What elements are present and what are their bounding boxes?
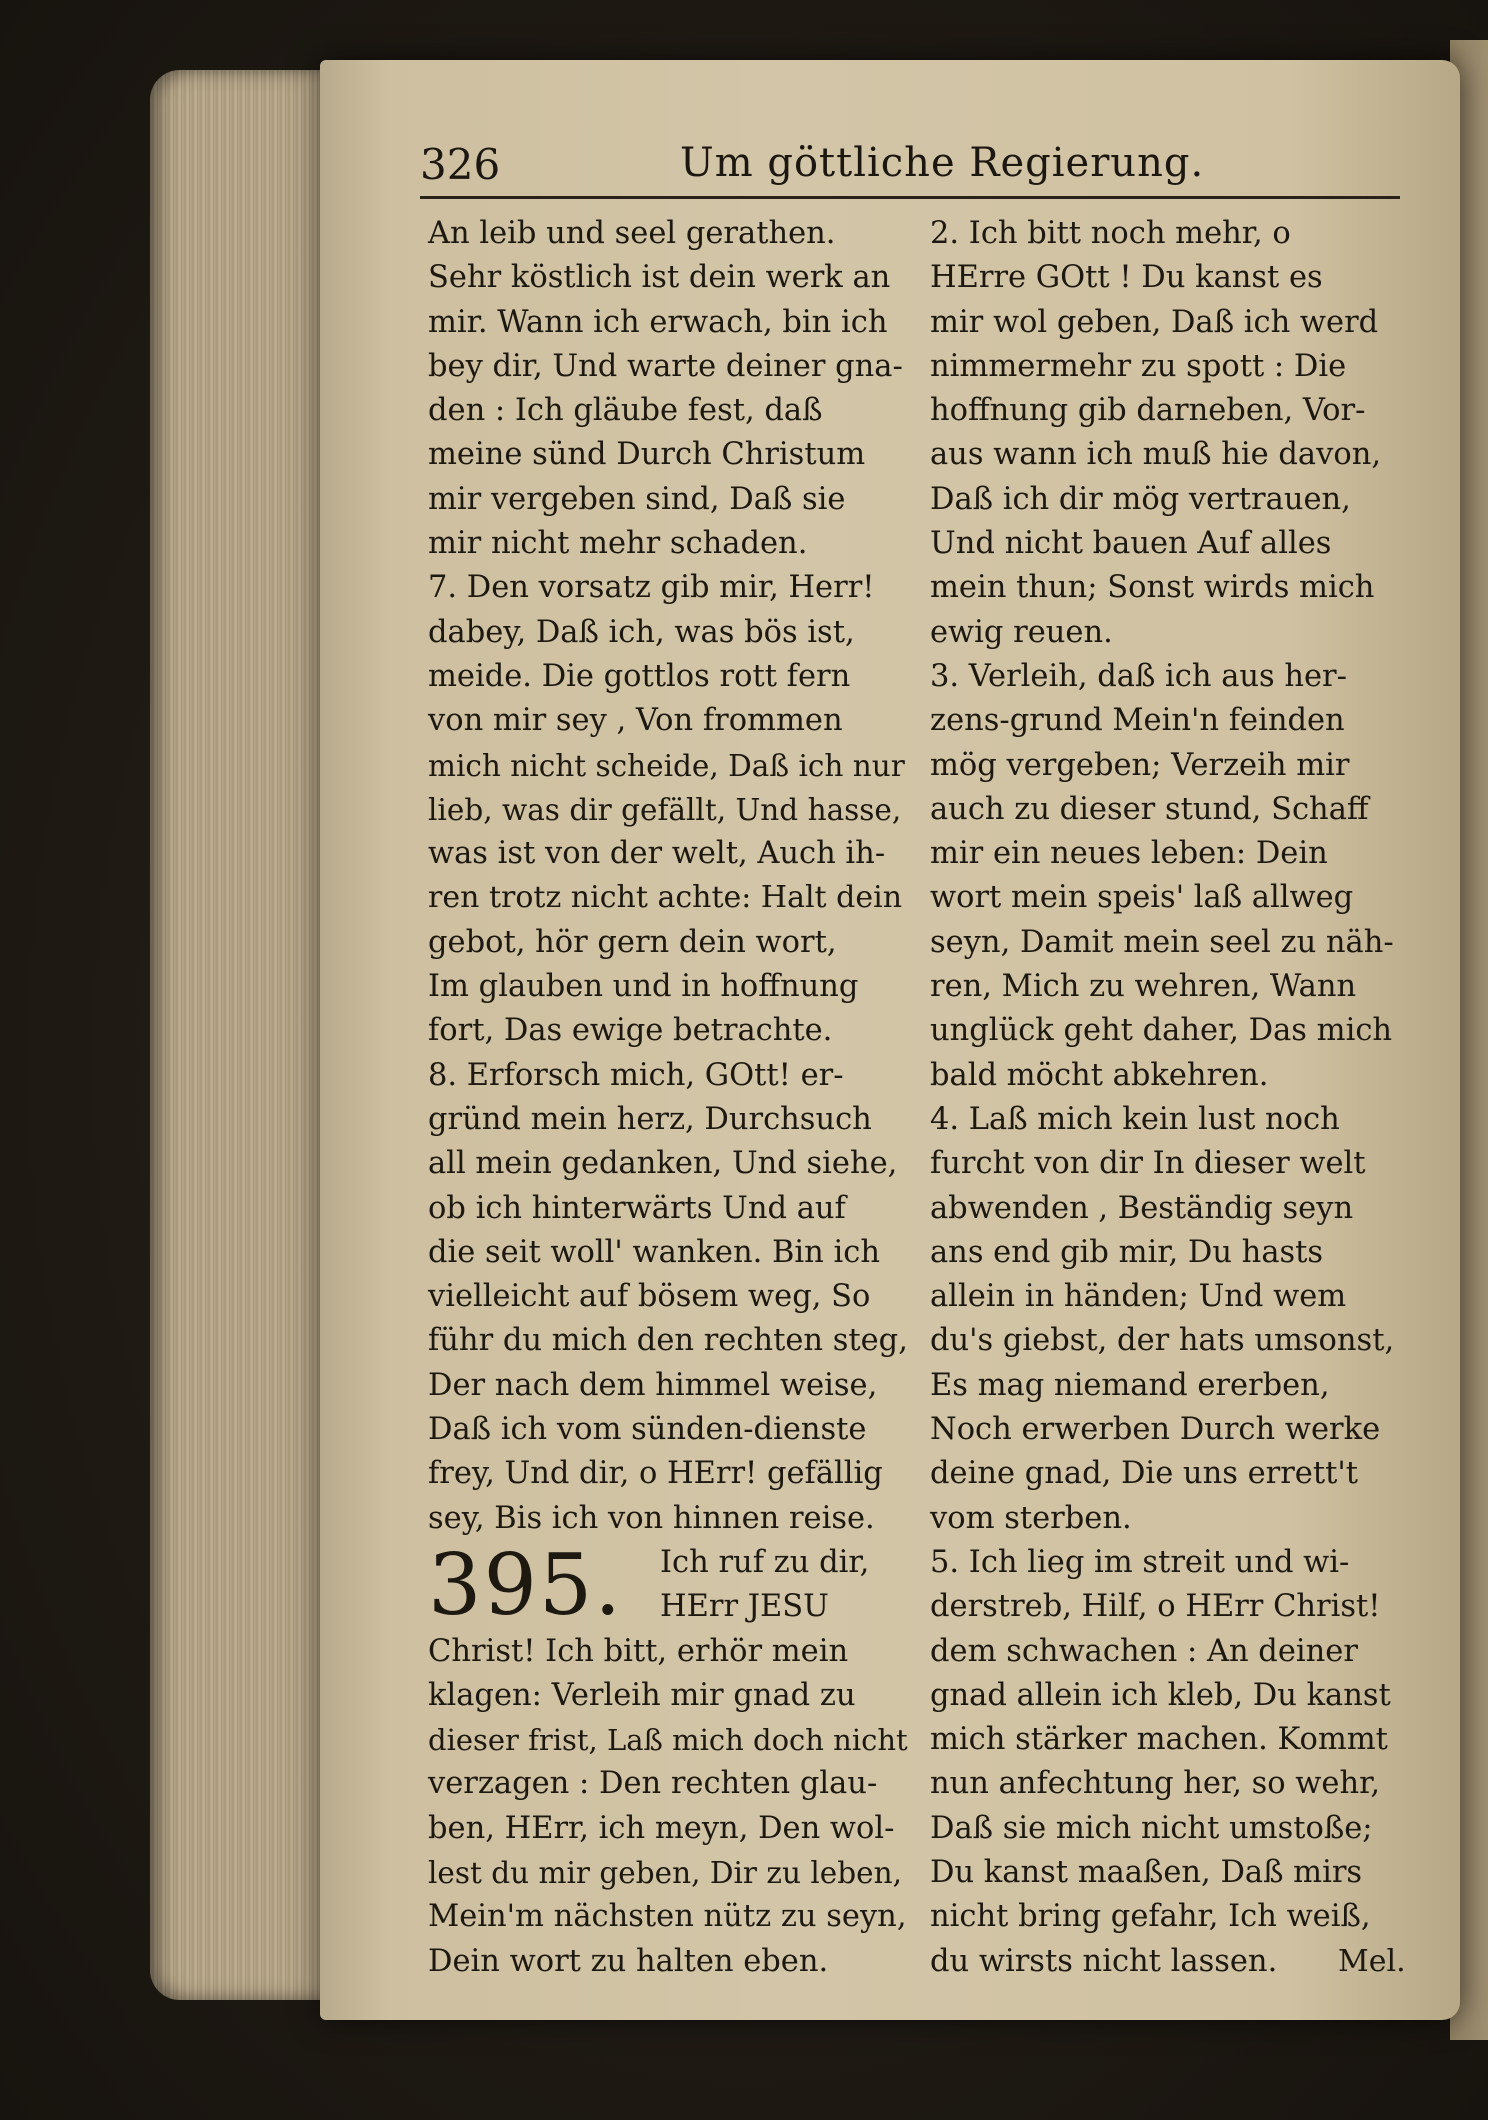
text-line: dabey, Daß ich, was bös ist, bbox=[428, 614, 855, 650]
right-column bbox=[930, 212, 1402, 1984]
page-edges bbox=[150, 70, 330, 2000]
text-line: bald möcht abkehren. bbox=[930, 1057, 1269, 1093]
left-column bbox=[428, 212, 908, 1984]
hymn-second-line: HErr JESU bbox=[660, 1589, 829, 1625]
text-line: Daß ich vom sünden-dienste bbox=[428, 1412, 867, 1448]
text-line: dem schwachen : An deiner bbox=[930, 1633, 1358, 1669]
text-line: mir nicht mehr schaden. bbox=[428, 526, 808, 562]
text-line: 7. Den vorsatz gib mir, Herr! bbox=[428, 570, 875, 606]
text-line: mein thun; Sonst wirds mich bbox=[930, 570, 1375, 606]
text-line: gründ mein herz, Durchsuch bbox=[428, 1101, 872, 1137]
header-rule bbox=[420, 196, 1400, 199]
running-title: Um göttliche Regierung. bbox=[680, 140, 1205, 186]
text-line: zens-grund Mein'n feinden bbox=[930, 703, 1345, 739]
text-line: aus wann ich muß hie davon, bbox=[930, 437, 1382, 473]
text-line: mich nicht scheide, Daß ich nur bbox=[428, 748, 905, 783]
left-column-text bbox=[428, 212, 908, 1541]
text-line: abwenden , Beständig seyn bbox=[930, 1190, 1354, 1226]
text-line: 4. Laß mich kein lust noch bbox=[930, 1101, 1340, 1137]
text-line: Im glauben und in hoffnung bbox=[428, 969, 859, 1005]
text-line: vom sterben. bbox=[930, 1500, 1132, 1536]
text-line: ans end gib mir, Du hasts bbox=[930, 1234, 1324, 1270]
text-line: ren, Mich zu wehren, Wann bbox=[930, 969, 1357, 1005]
text-line: frey, Und dir, o HErr! gefällig bbox=[428, 1456, 883, 1492]
text-line: nun anfechtung her, so wehr, bbox=[930, 1766, 1381, 1802]
text-line: ben, HErr, ich meyn, Den wol- bbox=[428, 1810, 895, 1846]
text-line: hoffnung gib darneben, Vor- bbox=[930, 393, 1366, 429]
text-line: Daß sie mich nicht umstoße; bbox=[930, 1810, 1373, 1846]
text-line: derstreb, Hilf, o HErr Christ! bbox=[930, 1589, 1381, 1625]
text-line: dieser frist, Laß mich doch nicht bbox=[428, 1723, 908, 1758]
text-line: was ist von der welt, Auch ih- bbox=[428, 836, 886, 872]
text-line: meide. Die gottlos rott fern bbox=[428, 658, 851, 694]
text-line: furcht von dir In dieser welt bbox=[930, 1146, 1366, 1182]
text-line: klagen: Verleih mir gnad zu bbox=[428, 1677, 856, 1713]
text-line: mir vergeben sind, Daß sie bbox=[428, 481, 846, 517]
page-header bbox=[420, 140, 1400, 200]
text-line: auch zu dieser stund, Schaff bbox=[930, 791, 1369, 827]
text-line: unglück geht daher, Das mich bbox=[930, 1013, 1393, 1049]
text-line: Mein'm nächsten nütz zu seyn, bbox=[428, 1899, 907, 1935]
text-line: allein in händen; Und wem bbox=[930, 1279, 1347, 1315]
text-line: nicht bring gefahr, Ich weiß, bbox=[930, 1899, 1371, 1935]
text-line: nimmermehr zu spott : Die bbox=[930, 348, 1347, 384]
text-line: mög vergeben; Verzeih mir bbox=[930, 747, 1350, 783]
page-number: 326 bbox=[420, 140, 501, 189]
text-line: von mir sey , Von frommen bbox=[428, 703, 843, 739]
text-line: 5. Ich lieg im streit und wi- bbox=[930, 1544, 1350, 1580]
text-line: Und nicht bauen Auf alles bbox=[930, 526, 1332, 562]
text-line: 8. Erforsch mich, GOtt! er- bbox=[428, 1057, 844, 1093]
text-line: wort mein speis' laß allweg bbox=[930, 880, 1354, 916]
left-column-hymn-text bbox=[428, 1630, 908, 1984]
text-line: Daß ich dir mög vertrauen, bbox=[930, 481, 1351, 517]
text-line: meine sünd Durch Christum bbox=[428, 437, 866, 473]
text-line: bey dir, Und warte deiner gna- bbox=[428, 348, 903, 384]
text-line: lieb, was dir gefällt, Und hasse, bbox=[428, 792, 902, 827]
text-line: Der nach dem himmel weise, bbox=[428, 1367, 878, 1403]
text-line: An leib und seel gerathen. bbox=[428, 216, 836, 251]
catchword: Mel. bbox=[1338, 1944, 1406, 1979]
text-line: vielleicht auf bösem weg, So bbox=[428, 1279, 871, 1315]
text-line: HErre GOtt ! Du kanst es bbox=[930, 260, 1323, 296]
text-line: deine gnad, Die uns errett't bbox=[930, 1456, 1358, 1492]
text-line: ren trotz nicht achte: Halt dein bbox=[428, 880, 903, 916]
text-line: 3. Verleih, daß ich aus her- bbox=[930, 658, 1347, 694]
text-line: gnad allein ich kleb, Du kanst bbox=[930, 1677, 1391, 1713]
text-line: Sehr köstlich ist dein werk an bbox=[428, 260, 891, 296]
text-line: 2. Ich bitt noch mehr, o bbox=[930, 216, 1291, 251]
text-line: die seit woll' wanken. Bin ich bbox=[428, 1234, 880, 1270]
text-line: gebot, hör gern dein wort, bbox=[428, 924, 837, 960]
text-line: fort, Das ewige betrachte. bbox=[428, 1013, 833, 1049]
text-line: du wirsts nicht lassen. bbox=[930, 1943, 1278, 1979]
hymn-number: 395. bbox=[428, 1535, 624, 1634]
text-line: führ du mich den rechten steg, bbox=[428, 1323, 908, 1359]
text-line: mir wol geben, Daß ich werd bbox=[930, 304, 1379, 340]
text-line: du's giebst, der hats umsonst, bbox=[930, 1323, 1395, 1359]
text-line: lest du mir geben, Dir zu leben, bbox=[428, 1855, 902, 1890]
hymn-first-line: Ich ruf zu dir, bbox=[660, 1544, 870, 1580]
text-line: Dein wort zu halten eben. bbox=[428, 1943, 829, 1979]
text-line: Noch erwerben Durch werke bbox=[930, 1412, 1381, 1448]
text-line: seyn, Damit mein seel zu näh- bbox=[930, 924, 1394, 960]
text-line: Du kanst maaßen, Daß mirs bbox=[930, 1854, 1363, 1890]
hymn-start bbox=[428, 1535, 908, 1634]
text-line: all mein gedanken, Und siehe, bbox=[428, 1146, 898, 1182]
text-line: mir ein neues leben: Dein bbox=[930, 836, 1328, 872]
text-line: mir. Wann ich erwach, bin ich bbox=[428, 304, 888, 340]
text-line: sey, Bis ich von hinnen reise. bbox=[428, 1500, 875, 1536]
text-line: mich stärker machen. Kommt bbox=[930, 1722, 1388, 1758]
text-line: Christ! Ich bitt, erhör mein bbox=[428, 1633, 849, 1669]
text-line: ob ich hinterwärts Und auf bbox=[428, 1190, 846, 1226]
text-line: ewig reuen. bbox=[930, 614, 1113, 650]
text-line: Es mag niemand ererben, bbox=[930, 1367, 1330, 1403]
text-line: den : Ich gläube fest, daß bbox=[428, 393, 823, 429]
text-line: verzagen : Den rechten glau- bbox=[428, 1766, 878, 1802]
